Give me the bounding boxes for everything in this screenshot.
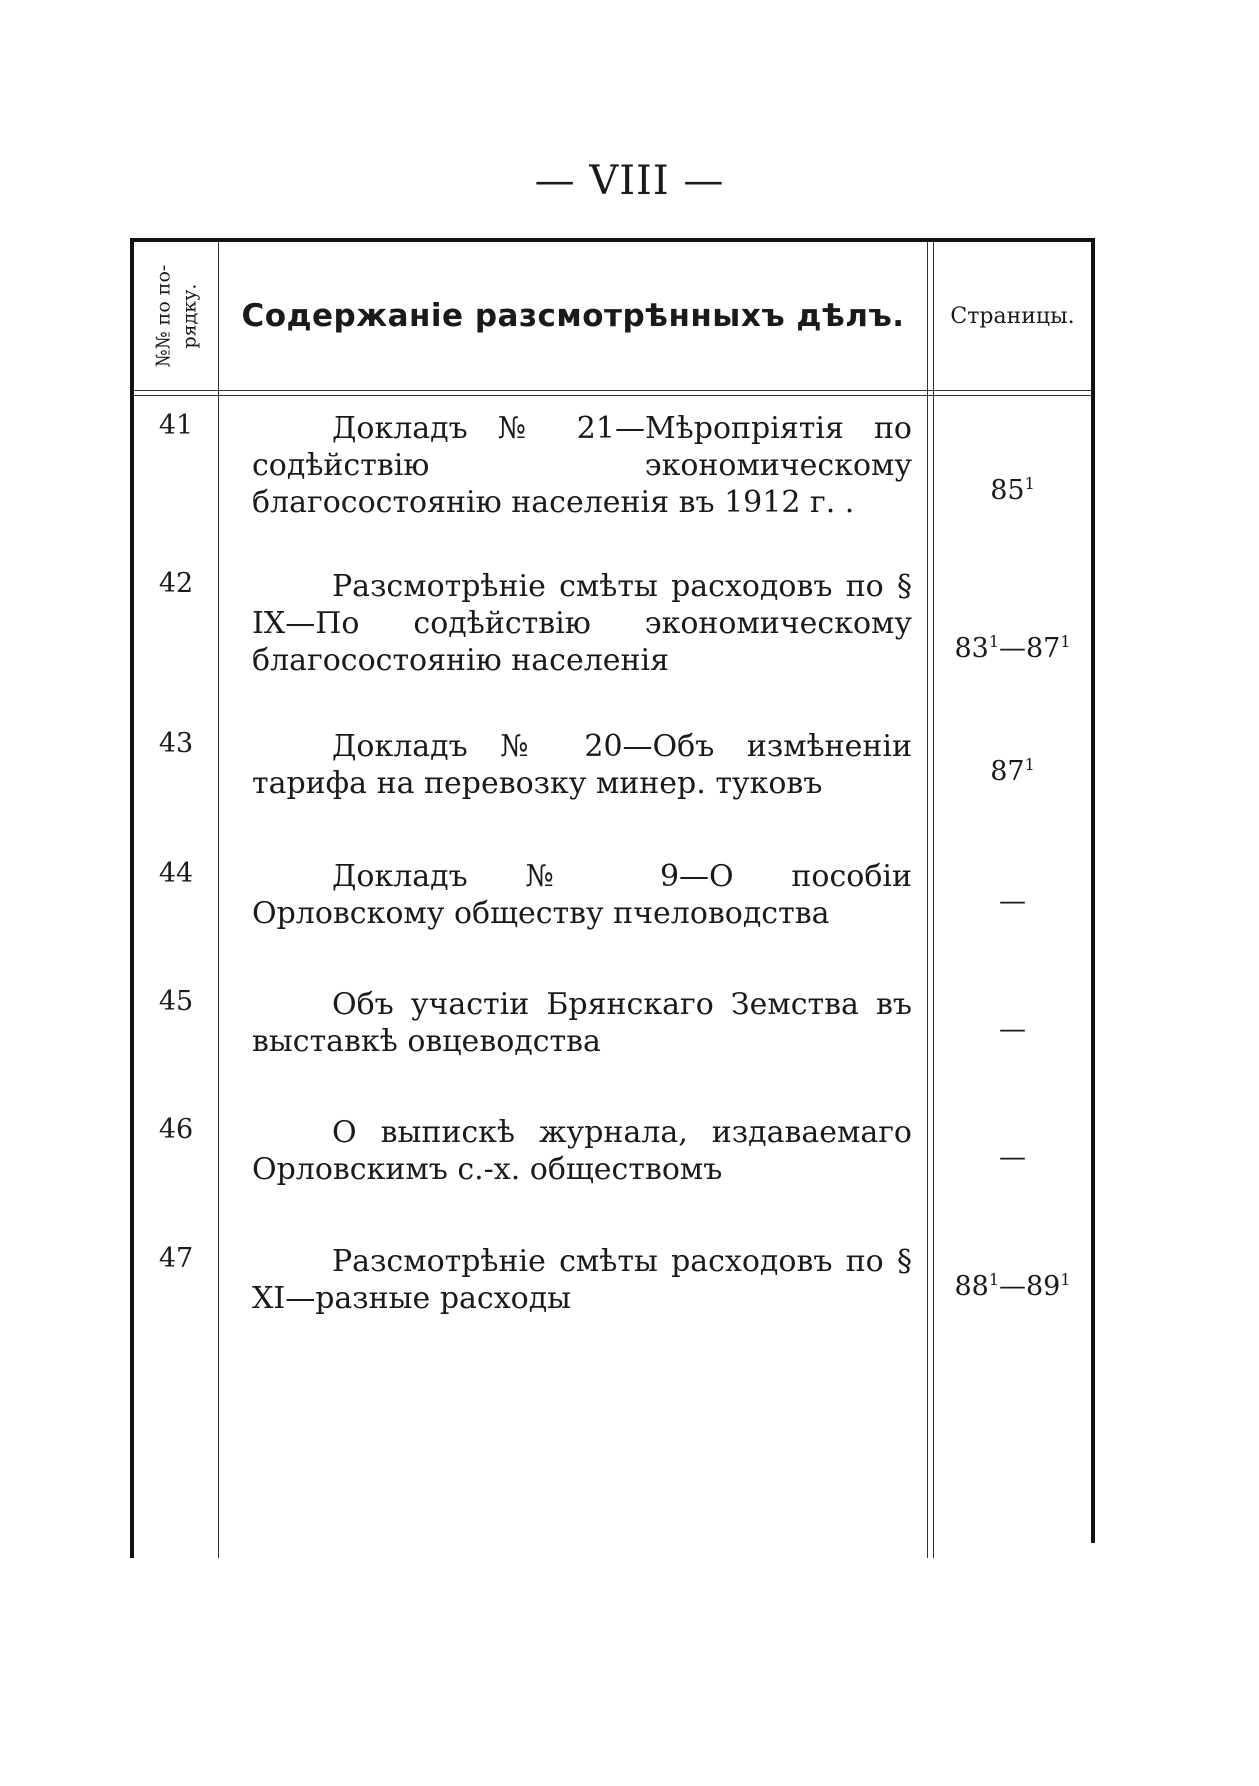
page-number: — VIII — <box>534 158 725 204</box>
row-description: Докладъ № 21—Мѣропріятія по содѣйствію экономическому благосостоянію населенія въ 1912 г. . <box>252 411 912 520</box>
row-pages-superscript: 1 <box>1024 474 1035 493</box>
header-number-line2: рядку. <box>178 283 201 349</box>
row-description: Разсмотрѣніе смѣты расходовъ по § XI—разные расходы <box>252 1244 912 1316</box>
column-divider-pages-left <box>927 242 928 1558</box>
row-number: 42 <box>158 568 194 599</box>
contents-table <box>130 238 1095 1558</box>
row-description: Докладъ № 20—Объ измѣненіи тарифа на перевозку минер. туковъ <box>252 729 912 801</box>
row-description: Разсмотрѣніе смѣты расходовъ по § IX—По содѣйствію экономическому благосостоянію населенія <box>252 569 912 678</box>
row-pages-main: — <box>999 1014 1026 1045</box>
header-content-title: Содержаніе разсмотрѣнныхъ дѣлъ. <box>241 298 905 334</box>
row-pages-tail: —87 <box>999 633 1061 664</box>
row-number: 41 <box>158 410 194 441</box>
row-description: Докладъ № 9—О пособіи Орловскому обществу пчеловодства <box>252 859 912 931</box>
row-pages <box>934 885 1091 917</box>
header-divider-bottom <box>134 395 1091 396</box>
row-pages <box>934 755 1091 787</box>
row-number: 47 <box>158 1243 194 1274</box>
row-pages-tail-superscript: 1 <box>1060 632 1071 651</box>
row-pages-superscript: 1 <box>988 1270 999 1289</box>
row-number: 45 <box>158 986 194 1017</box>
row-pages <box>934 1013 1091 1045</box>
row-pages-superscript: 1 <box>1024 755 1035 774</box>
header-number-line1: №№ по по- <box>152 264 175 368</box>
row-pages-main: — <box>999 1142 1026 1173</box>
header-pages-title: Страницы. <box>950 303 1075 329</box>
row-pages-main: 88 <box>954 1271 989 1302</box>
header-number-cell <box>134 242 218 390</box>
row-number: 44 <box>158 858 194 889</box>
row-number: 43 <box>158 728 194 759</box>
column-divider-number <box>218 242 219 1558</box>
row-description: О выпискѣ журнала, издаваемаго Орловскимъ с.-х. обществомъ <box>252 1115 912 1187</box>
row-number: 46 <box>158 1114 194 1145</box>
row-pages-tail: —89 <box>999 1271 1061 1302</box>
table-right-rule <box>1091 238 1095 1543</box>
row-pages-main: 83 <box>954 633 989 664</box>
row-pages <box>934 632 1091 664</box>
row-pages <box>934 1270 1091 1302</box>
header-divider-top <box>134 390 1091 391</box>
row-description: Объ участіи Брянскаго Земства въ выставкѣ овцеводства <box>252 987 912 1059</box>
row-pages-main: 85 <box>990 475 1025 506</box>
row-pages-tail-superscript: 1 <box>1060 1270 1071 1289</box>
row-pages-main: 87 <box>990 756 1025 787</box>
row-pages <box>934 474 1091 506</box>
row-pages-superscript: 1 <box>988 632 999 651</box>
row-pages <box>934 1141 1091 1173</box>
row-pages-main: — <box>999 886 1026 917</box>
